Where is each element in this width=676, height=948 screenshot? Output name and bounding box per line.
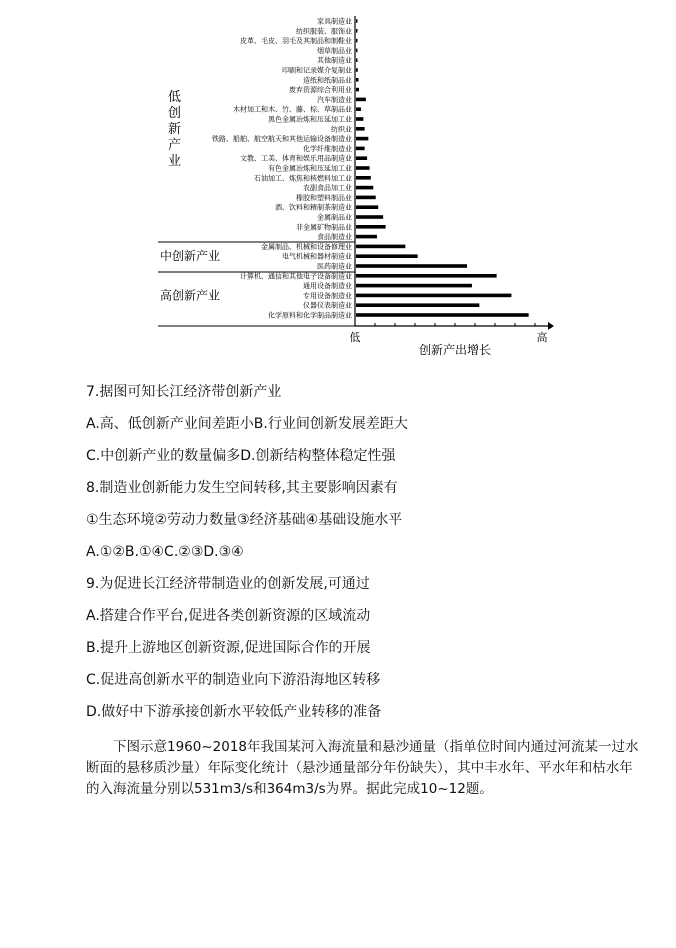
group-label: 低创新产业 — [168, 89, 182, 169]
category-label: 化学纤维制造业 — [303, 144, 352, 153]
category-label: 金属制品、机械和设备修理业 — [261, 242, 352, 251]
category-label: 家具制造业 — [317, 17, 352, 26]
group-labels — [160, 90, 220, 303]
category-label: 有色金属冶炼和压延加工业 — [268, 164, 352, 173]
category-label: 仪器仪表制造业 — [303, 301, 352, 310]
group-label: 中创新产业 — [160, 249, 221, 264]
category-label: 通用设备制造业 — [303, 282, 352, 291]
category-labels — [212, 17, 352, 320]
category-label: 铁路、船舶、航空航天和其他运输设备制造业 — [212, 135, 352, 144]
innovation-output-chart — [150, 8, 570, 358]
bar — [356, 147, 365, 151]
category-label: 烟草制品业 — [317, 46, 352, 55]
q8-stem: 8.制造业创新能力发生空间转移,其主要影响因素有 — [86, 480, 398, 496]
category-label: 食品制造业 — [317, 233, 352, 242]
category-label: 黑色金属冶炼和压延加工业 — [268, 115, 352, 124]
x-axis-arrow — [548, 322, 554, 330]
bar — [356, 313, 529, 317]
category-label: 金属制品业 — [317, 213, 352, 222]
group-label: 高创新产业 — [160, 288, 221, 303]
bar — [356, 303, 479, 307]
category-label: 废弃资源综合利用业 — [289, 86, 352, 95]
bar — [356, 274, 497, 278]
q7-options-ab: A.高、低创新产业间差距小B.行业间创新发展差距大 — [86, 416, 408, 432]
q8-options: A.①②B.①④C.②③D.③④ — [86, 544, 244, 560]
category-label: 造纸和纸制品业 — [303, 76, 352, 85]
bar — [356, 264, 467, 268]
category-label: 计算机、通信和其他电子设备制造业 — [240, 272, 352, 281]
bar — [356, 156, 367, 160]
category-label: 橡胶和塑料制品业 — [296, 193, 352, 202]
bar — [356, 117, 363, 121]
bar — [356, 235, 377, 239]
bar — [356, 49, 358, 53]
q9-option-d: D.做好中下游承接创新水平较低产业转移的准备 — [86, 704, 382, 720]
bars — [356, 19, 529, 317]
bar — [356, 98, 366, 102]
bar — [356, 196, 376, 200]
category-label: 化学原料和化学制品制造业 — [268, 311, 352, 320]
bar — [356, 39, 358, 43]
bar — [356, 205, 378, 209]
x-high-label: 高 — [536, 331, 548, 344]
bar — [356, 107, 361, 111]
bar — [356, 176, 371, 180]
q7-stem: 7.据图可知长江经济带创新产业 — [86, 384, 282, 400]
category-label: 印刷和记录媒介复制业 — [282, 66, 352, 75]
q9-option-c: C.促进高创新水平的制造业向下游沿海地区转移 — [86, 672, 381, 688]
bar — [356, 68, 358, 72]
category-label: 文教、工美、体育和娱乐用品制造业 — [240, 154, 352, 163]
bar — [356, 254, 418, 258]
bar — [356, 58, 358, 62]
category-label: 医药制造业 — [317, 262, 352, 271]
x-low-label: 低 — [349, 331, 361, 344]
bar — [356, 294, 511, 298]
category-label: 酒、饮料和精制茶制造业 — [275, 203, 352, 212]
category-label: 非金属矿物制品业 — [296, 223, 352, 232]
q8-items: ①生态环境②劳动力数量③经济基础④基础设施水平 — [86, 512, 403, 528]
bar — [356, 127, 365, 131]
category-label: 石油加工、炼焦和核燃料加工业 — [254, 174, 352, 183]
bar — [356, 19, 358, 23]
intro-paragraph: 下图示意1960~2018年我国某河入海流量和悬沙通量（指单位时间内通过河流某一过水断面的悬移质沙量）年际变化统计（悬沙通量部分年份缺失），其中丰水年、平水年和枯水年的入海流量分别以531m3/s和364m3/s为界。据此完成10~12题。 — [86, 739, 639, 797]
bar — [356, 166, 370, 170]
q9-stem: 9.为促进长江经济带制造业的创新发展,可通过 — [86, 576, 370, 592]
bar — [356, 88, 359, 92]
category-label: 皮革、毛皮、羽毛及其制品和制鞋业 — [240, 37, 352, 46]
category-label: 纺织业 — [331, 125, 352, 134]
bar — [356, 29, 358, 33]
bar — [356, 225, 386, 229]
category-label: 专用设备制造业 — [303, 291, 352, 300]
x-axis-title: 创新产出增长 — [418, 343, 492, 357]
bar — [356, 284, 472, 288]
bar — [356, 245, 405, 249]
category-label: 农副食品加工业 — [303, 184, 352, 193]
category-label: 其他制造业 — [317, 56, 352, 65]
q9-option-a: A.搭建合作平台,促进各类创新资源的区域流动 — [86, 608, 371, 624]
category-label: 电气机械和器材制造业 — [282, 252, 352, 261]
category-label: 汽车制造业 — [317, 95, 352, 104]
q9-option-b: B.提升上游地区创新资源,促进国际合作的开展 — [86, 640, 371, 656]
bar — [356, 215, 383, 219]
category-label: 木材加工和木、竹、藤、棕、草制品业 — [233, 105, 352, 114]
category-label: 纺织服装、服饰业 — [296, 27, 352, 36]
bar — [356, 186, 373, 190]
bar — [356, 78, 358, 82]
bar — [356, 137, 368, 141]
q7-options-cd: C.中创新产业的数量偏多D.创新结构整体稳定性强 — [86, 448, 396, 464]
